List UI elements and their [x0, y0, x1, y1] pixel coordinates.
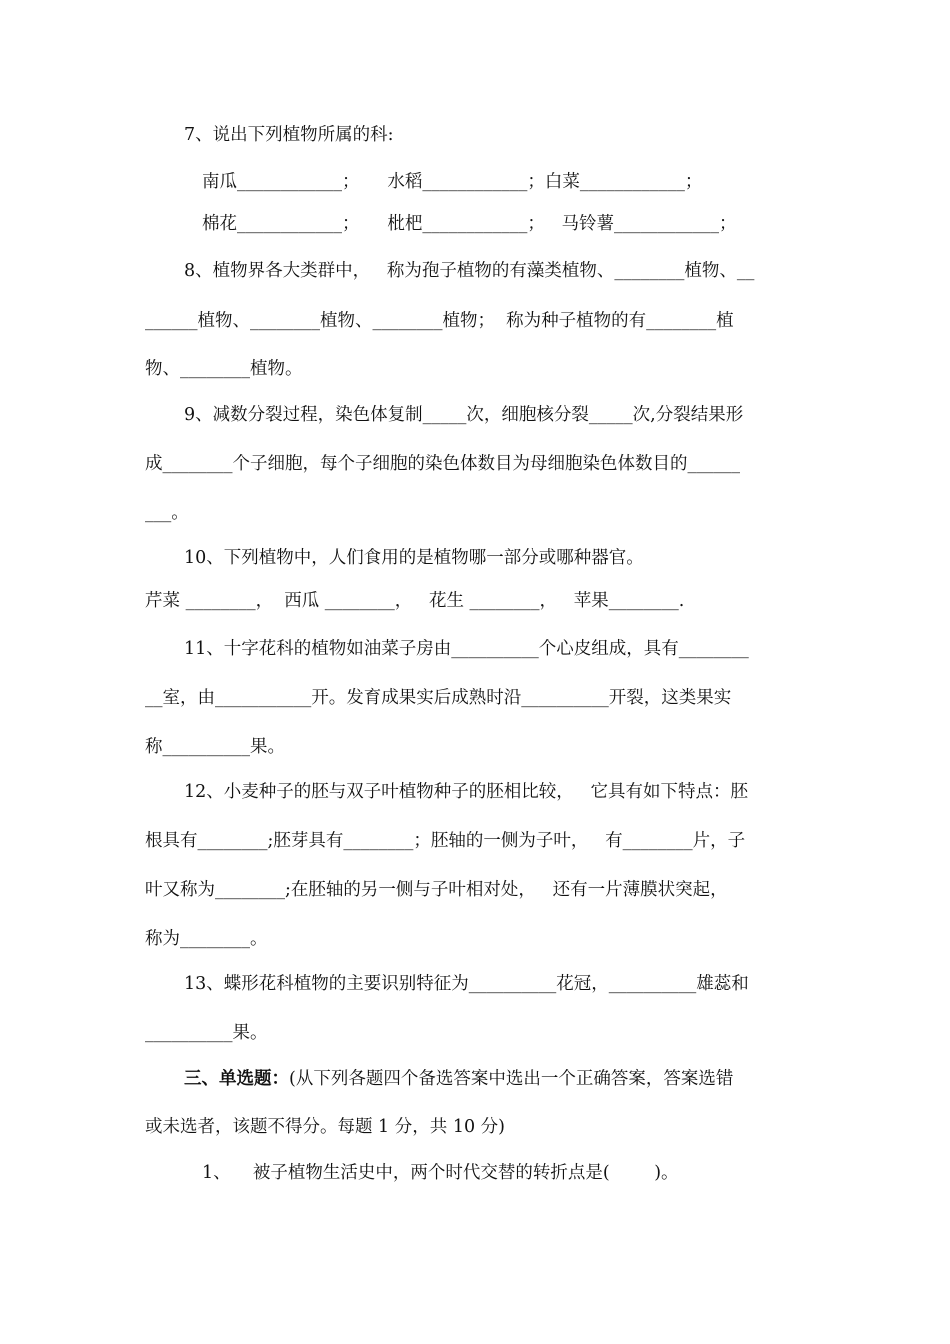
question-12-line-3: 叶又称为________;在胚轴的另一侧与子叶相对处， 还有一片薄膜状突起，: [145, 880, 728, 900]
section-3-heading: 三、单选题：: [184, 1069, 289, 1089]
question-13-line-1: 13、蝶形花科植物的主要识别特征为__________花冠，__________雄蕊和: [184, 974, 749, 994]
question-12-line-1: 12、小麦种子的胚与双子叶植物种子的胚相比较， 它具有如下特点：胚: [184, 782, 748, 802]
question-7-row-2: 棉花____________； 枇杷____________； 马铃薯____________；: [202, 214, 737, 234]
section-3-intro-line-1: [184, 1068, 733, 1090]
question-9-line-2: 成________个子细胞，每个子细胞的染色体数目为母细胞染色体数目的______: [145, 454, 740, 474]
question-9-line-1: 9、减数分裂过程，染色体复制_____次，细胞核分裂_____次,分裂结果形: [184, 405, 744, 425]
question-12-line-2: 根具有________;胚芽具有________；胚轴的一侧为子叶， 有________片，子: [145, 831, 746, 851]
question-11-line-3: 称__________果。: [145, 737, 285, 757]
section-3-instructions: (从下列各题四个备选答案中选出一个正确答案，答案选错: [289, 1069, 734, 1089]
question-8-line-1: 8、植物界各大类群中， 称为孢子植物的有藻类植物、________植物、__: [184, 261, 755, 281]
question-12-line-4: 称为________。: [145, 929, 268, 949]
question-11-line-1: 11、十字花科的植物如油菜子房由__________个心皮组成，具有________: [184, 639, 749, 659]
section-3-intro-line-2: 或未选者，该题不得分。每题 1 分，共 10 分): [145, 1117, 505, 1137]
question-10-title: 10、下列植物中，人们食用的是植物哪一部分或哪种器官。: [184, 548, 644, 568]
question-10-answers: 芹菜 ________， 西瓜 ________， 花生 ________， 苹果________.: [145, 591, 685, 611]
mc-question-1: 1、 被子植物生活史中，两个时代交替的转折点是( )。: [202, 1163, 679, 1183]
question-7-title: 7、说出下列植物所属的科:: [184, 125, 394, 145]
question-8-line-2: ______植物、________植物、________植物； 称为种子植物的有________植: [145, 311, 734, 331]
question-13-line-2: __________果。: [145, 1023, 268, 1043]
question-9-line-3: ___。: [145, 503, 189, 523]
question-8-line-3: 物、________植物。: [145, 359, 303, 379]
question-11-line-2: __室，由___________开。发育成果实后成熟时沿__________开裂，这类果实: [145, 688, 732, 708]
question-7-row-1: 南瓜____________； 水稻____________；白菜____________；: [202, 172, 703, 192]
